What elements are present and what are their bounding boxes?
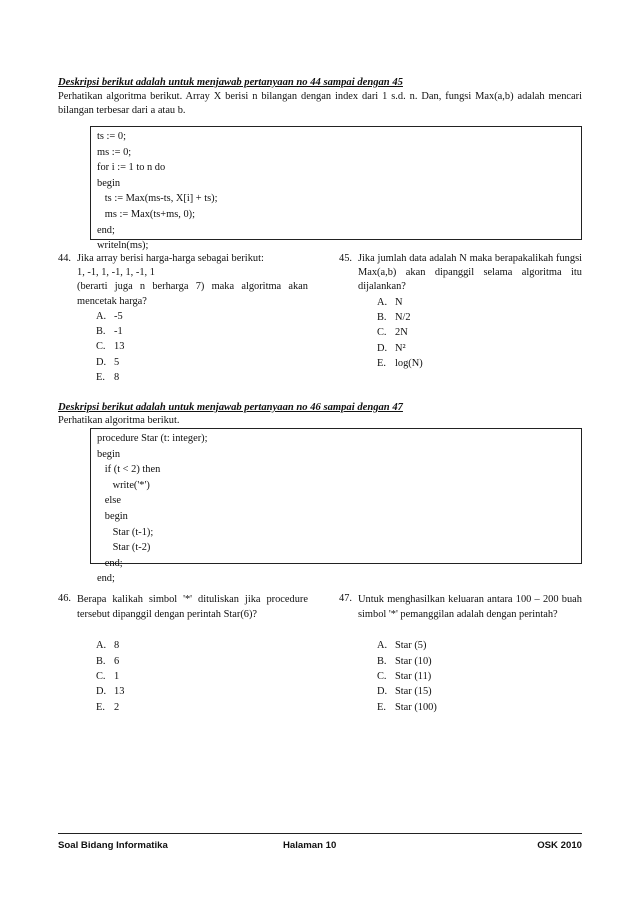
code-line: if (t < 2) then [97,464,161,476]
option-b[interactable]: B. Star (10) [377,655,432,667]
question-47 [339,592,582,715]
section2-title: Deskripsi berikut adalah untuk menjawab pertanyaan no 46 sampai dengan 47 [58,402,403,413]
option-e[interactable]: E. log(N) [377,357,423,369]
option-c[interactable]: C. 2N [377,327,408,339]
option-a[interactable]: A. 8 [96,640,120,652]
option-b[interactable]: B. -1 [96,326,123,338]
option-b[interactable]: B. N/2 [377,311,411,323]
footer-left: Soal Bidang Informatika [58,840,168,851]
question-text: Berapa kalikah simbol '*' dituliskan jika procedure tersebut dipanggil dengan perintah Star(6)? [77,594,308,621]
option-c[interactable]: C. 1 [96,671,120,682]
code-line: begin [97,510,128,522]
question-44 [58,252,308,385]
code-line: for i := 1 to n do [97,162,166,174]
question-number: 45. [339,253,352,264]
question-46 [58,592,308,715]
option-e[interactable]: E. 2 [96,701,120,713]
question-line: Jika array berisi harga-harga sebagai berikut: [77,253,264,264]
code-line: ts := Max(ms-ts, X[i] + ts); [97,193,218,205]
option-a[interactable]: A. -5 [96,310,123,322]
answer-options [96,638,308,714]
option-e[interactable]: E. Star (100) [377,701,437,713]
option-d[interactable]: D. 5 [96,356,120,368]
code-line: procedure Star (t: integer); [97,433,208,444]
section2-code-box [90,428,582,585]
code-line: write('*') [97,479,150,491]
code-line: Star (t-1); [97,526,154,538]
option-d[interactable]: D. N² [377,342,406,354]
option-e[interactable]: E. 8 [96,372,120,383]
code-line: end; [97,573,115,585]
footer-right: OSK 2010 [537,840,582,851]
question-number: 47. [339,593,352,604]
code-line: Star (t-2) [97,542,151,554]
code-line: ms := Max(ts+ms, 0); [97,208,196,220]
question-number: 46. [58,593,71,604]
question-line: 1, -1, 1, -1, 1, -1, 1 [77,267,155,279]
option-c[interactable]: C. Star (11) [377,671,432,682]
question-45 [339,252,582,371]
section1-description: Perhatikan algoritma berikut. Array X berisi n bilangan dengan index dari 1 s.d. n. Dan, fungsi Max(a,b) adalah mencari bilangan terbesar dari a atau b. [58,91,582,117]
question-text [77,252,308,309]
code-line: end; [97,224,115,236]
code-line: end; [97,557,123,569]
code-line: else [97,495,121,507]
option-b[interactable]: B. 6 [96,655,120,667]
question-line: (berarti juga n berharga 7) maka algoritma akan mencetak harga? [77,281,308,307]
section1-code-box [90,126,582,252]
section2-description: Perhatikan algoritma berikut. [58,415,180,426]
option-d[interactable]: D. 13 [96,686,125,698]
code-line: ts := 0; [97,131,126,142]
question-text: Untuk menghasilkan keluaran antara 100 – 200 buah simbol '*' pemanggilan adalah dengan perintah? [358,594,582,621]
page-footer [58,833,582,851]
question-text: Jika jumlah data adalah N maka berapakalikah fungsi Max(a,b) akan dipanggil selama algoritma itu dijalankan? [358,253,582,293]
code-line: begin [97,448,121,460]
answer-options [96,309,308,385]
answer-options [377,638,582,714]
footer-page-number: Halaman 10 [283,840,337,851]
section1-title: Deskripsi berikut adalah untuk menjawab pertanyaan no 44 sampai dengan 45 [58,77,403,88]
code-line: begin [97,177,121,189]
question-number: 44. [58,253,71,264]
answer-options [377,295,582,371]
option-a[interactable]: A. N [377,296,403,308]
option-c[interactable]: C. 13 [96,341,125,353]
option-d[interactable]: D. Star (15) [377,686,432,698]
code-line: ms := 0; [97,146,132,158]
code-line: writeln(ms); [97,240,149,252]
option-a[interactable]: A. Star (5) [377,640,427,652]
